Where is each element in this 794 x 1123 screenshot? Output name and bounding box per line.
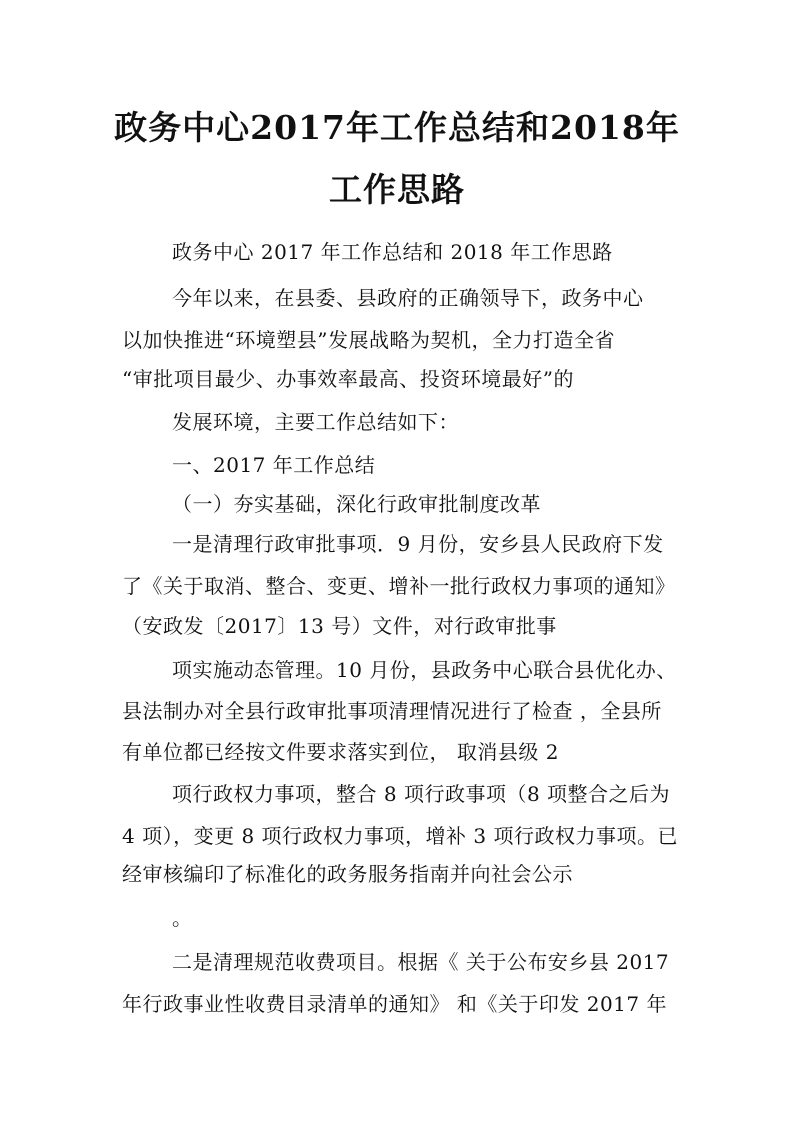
body-line: 4 项），变更 8 项行政权力事项，增补 3 项行政权力事项。已 xyxy=(122,824,678,848)
subtitle-line: 政务中心 2017 年工作总结和 2018 年工作思路 xyxy=(172,240,613,264)
body-line: （安政发〔2017〕13 号）文件，对行政审批事 xyxy=(122,614,557,638)
body-line: 县法制办对全县行政审批事项清理情况进行了检查 ，全县所 xyxy=(122,699,662,723)
document-title-line-2: 工作思路 xyxy=(329,170,465,209)
document-title-line-1: 政务中心2017年工作总结和2018年 xyxy=(114,108,680,147)
section-heading: 一、2017 年工作总结 xyxy=(172,453,376,477)
body-line: 项实施动态管理。10 月份，县政务中心联合县优化办、 xyxy=(172,658,677,682)
body-line: 经审核编印了标准化的政务服务指南并向社会公示 xyxy=(122,862,573,886)
body-line: 发展环境，主要工作总结如下： xyxy=(172,410,459,434)
body-line: 二是清理规范收费项目。根据《 关于公布安乡县 2017 xyxy=(172,950,670,974)
body-line: 。 xyxy=(172,906,193,930)
body-line: 项行政权力事项，整合 8 项行政事项（8 项整合之后为 xyxy=(172,782,671,806)
subsection-heading: （一）夯实基础，深化行政审批制度改革 xyxy=(172,492,541,516)
body-line: 一是清理行政审批事项．9 月份，安乡县人民政府下发 xyxy=(172,532,664,556)
body-line: “审批项目最少、办事效率最高、投资环境最好”的 xyxy=(122,367,574,391)
body-line: 了《关于取消、整合、变更、增补一批行政权力事项的通知》 xyxy=(122,574,676,598)
body-line: 有单位都已经按文件要求落实到位， 取消县级 2 xyxy=(122,740,559,764)
body-line: 以加快推进“环境塑县”发展战略为契机，全力打造全省 xyxy=(122,328,615,352)
body-line: 今年以来，在县委、县政府的正确领导下，政务中心 xyxy=(172,286,644,310)
body-line: 年行政事业性收费目录清单的通知》 和《关于印发 2017 年 xyxy=(122,992,667,1016)
